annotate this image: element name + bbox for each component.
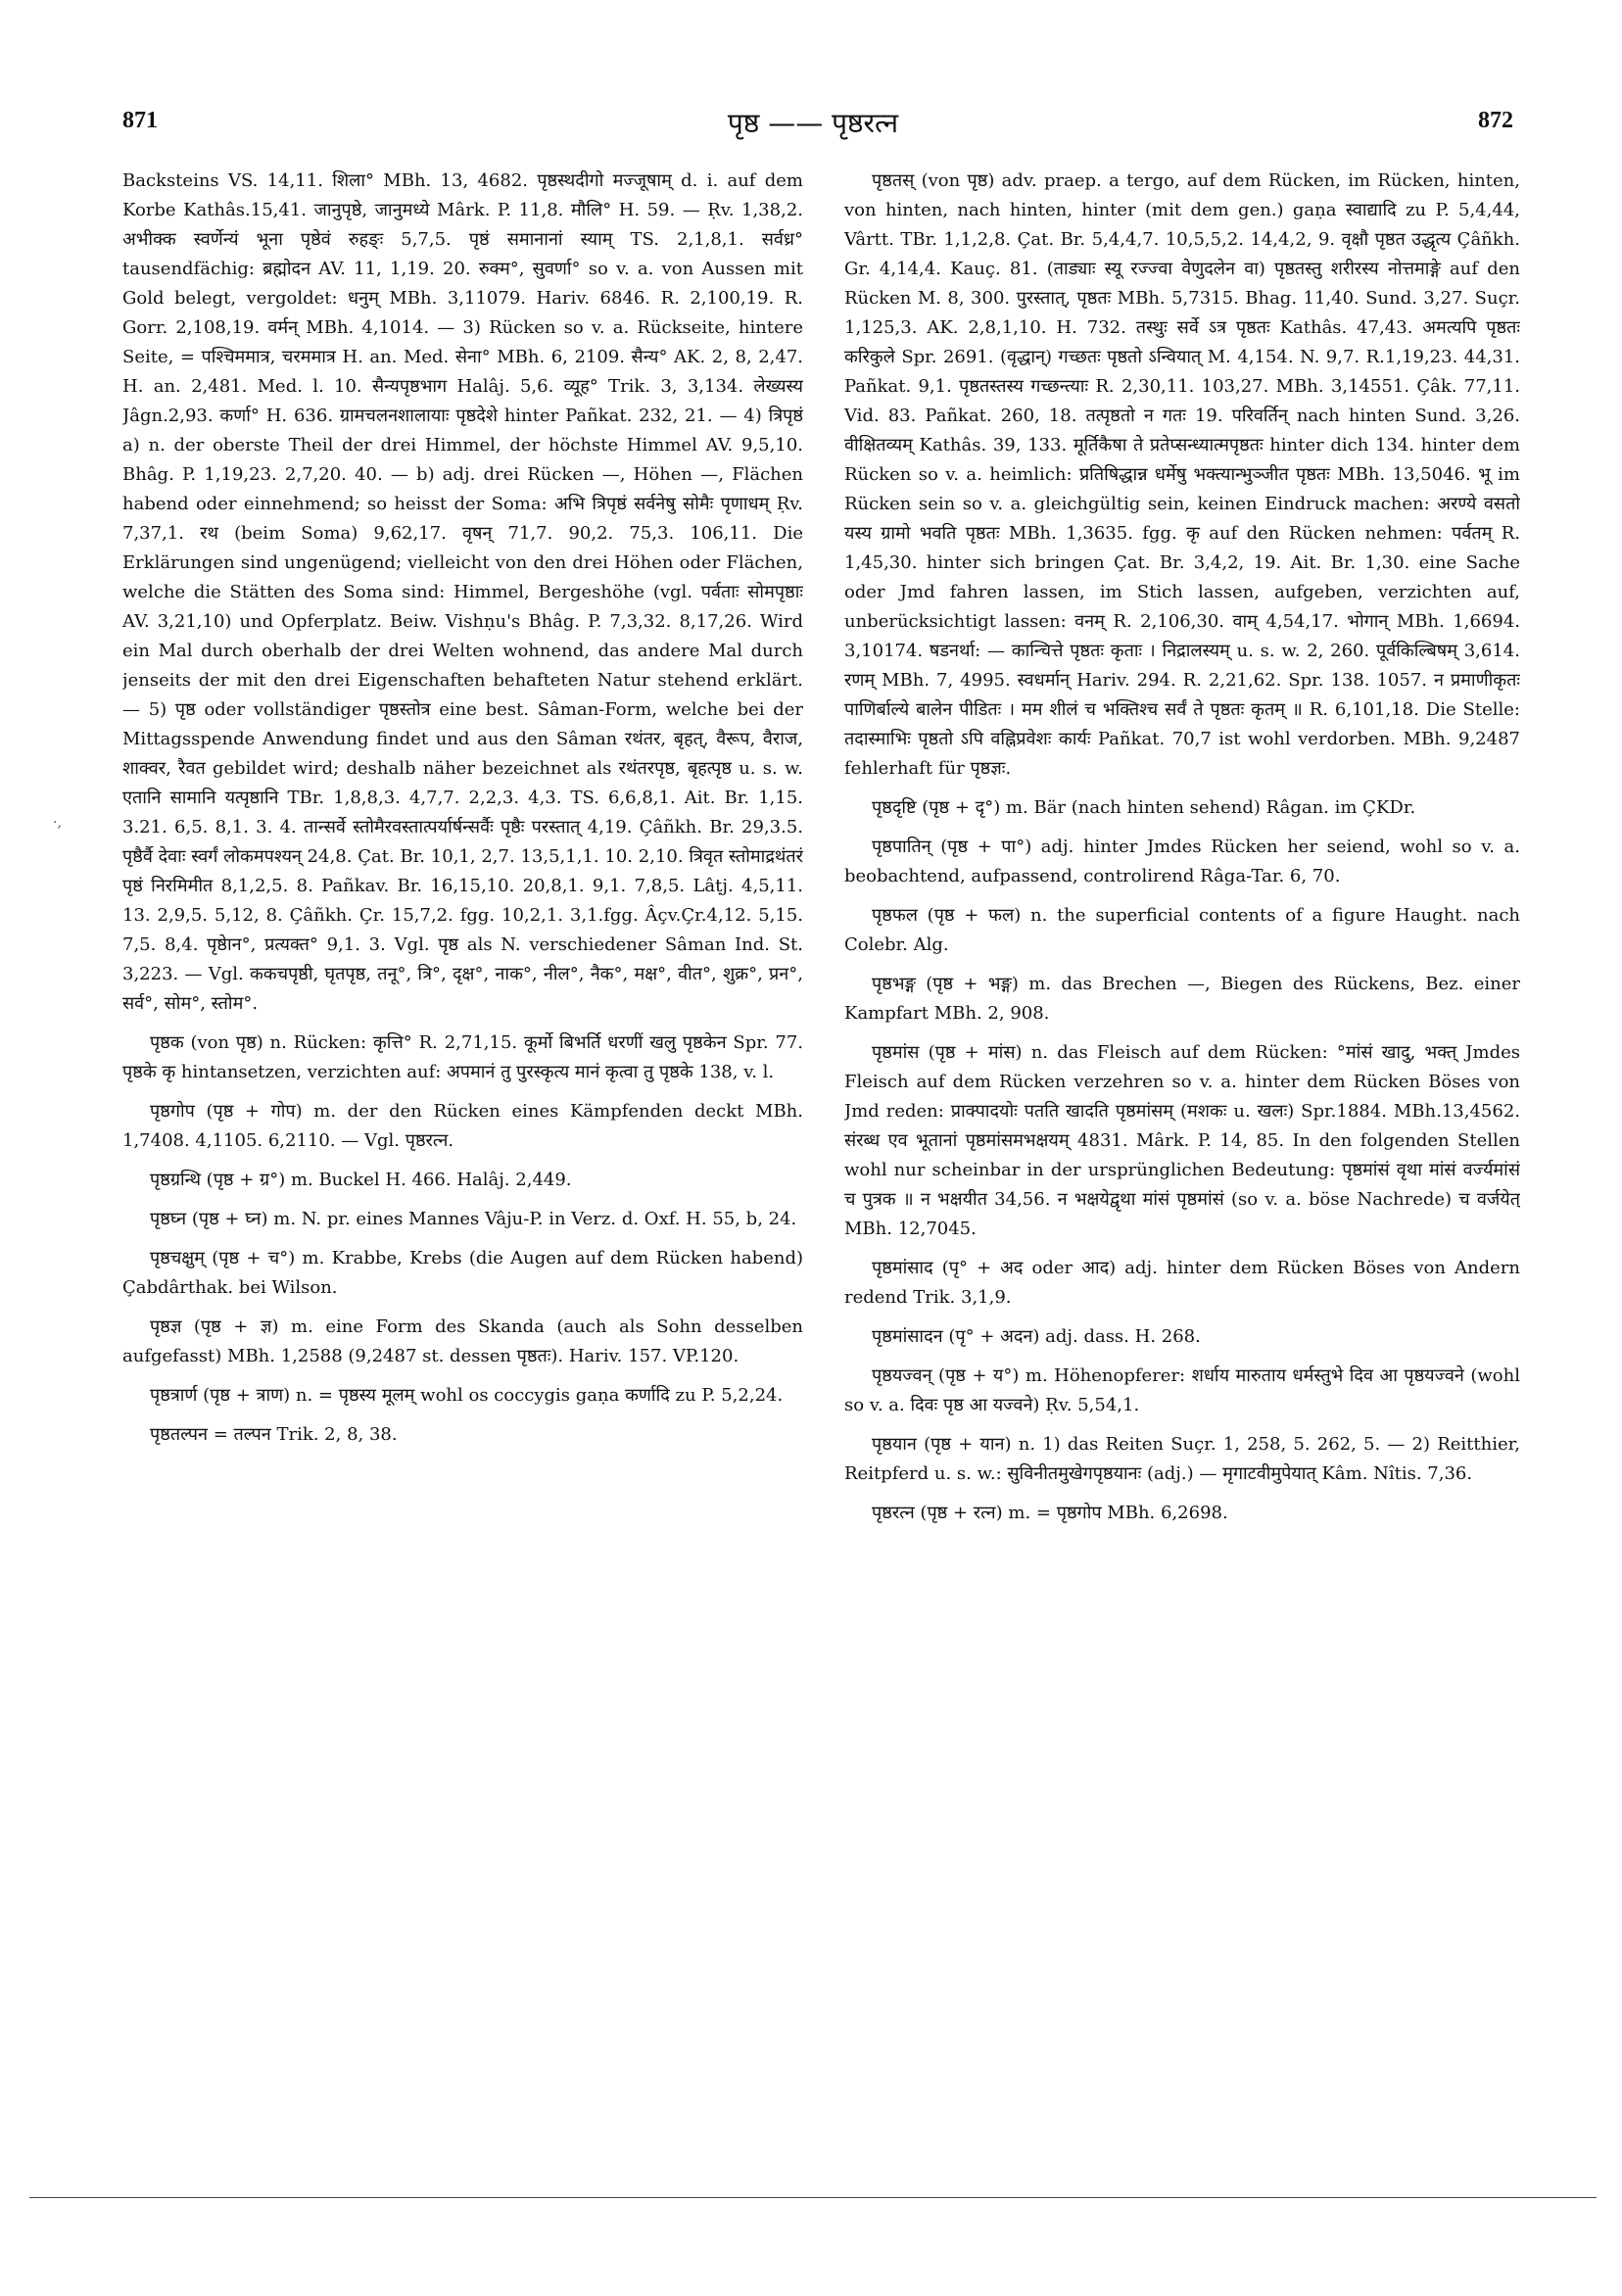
dictionary-entry: पृष्ठदृष्टि (पृष्ठ + दृ°) m. Bär (nach hinten sehend) Râgan. im ÇKDr. (872, 797, 1416, 818)
left-column-number: 871 (122, 108, 158, 133)
left-column (122, 167, 803, 2008)
dictionary-entry: पृष्ठत्रार्ण (पृष्ठ + त्राण) n. = पृष्ठस्य मूलम् wohl os coccygis gaṇa कर्णादि zu P. 5,2,24. (150, 1385, 784, 1406)
right-column (844, 167, 1520, 2008)
dictionary-entry: पृष्ठतस् (von पृष्ठ) adv. praep. a tergo, auf dem Rücken, im Rücken, hinten, von hinten, nach hinten, hinter (mit dem gen.) gaṇa स्वाद्यादि zu P. 5,4,44, Vârtt. TBr. 1,1,2,8. Çat. Br. 5,4,4,7. 10,5,5,2. 14,4,2, 9. वृक्षौ पृष्ठत उद्धृत्य Çâñkh. Gr. 4,14,4. Kauç. 81. (ताड्याः स्यू रज्ज्वा वेणुदलेन वा) पृष्ठतस्तु शरीरस्य नोत्तमाङ्गे auf den Rücken M. 8, 300. पुरस्तात्, पृष्ठतः MBh. 5,7315. Bhag. 11,40. Sund. 3,27. Suçr. 1,125,3. AK. 2,8,1,10. H. 732. तस्थुः सर्वे ऽत्र पृष्ठतः Kathâs. 47,43. अमत्यपि पृष्ठतः करिकुले Spr. 2691. (वृद्धान्) गच्छतः पृष्ठतो ऽन्वियात् M. 4,154. N. 9,7. R.1,19,23. 44,31. Pañkat. 9,1. पृष्ठतस्तस्य गच्छन्त्याः R. 2,30,11. 103,27. MBh. 3,14551. Çâk. 77,11. Vid. 83. Pañkat. 260, 18. तत्पृष्ठतो न गतः 19. परिवर्तिन् nach hinten Sund. 3,26. वीक्षितव्यम् Kathâs. 39, 133. मूर्तिकैषा ते प्रतेप्सन्ध्यात्मपृष्ठतः hinter dich 134. hinter dem Rücken so v. a. heimlich: प्रतिषिद्धान्न धर्मेषु भक्त्यान्भुञ्जीत पृष्ठतः MBh. 13,5046. भू im Rücken sein so v. a. gleichgültig sein, keinen Eindruck machen: अरण्ये वसतो यस्य ग्रामो भवति पृष्ठतः MBh. 1,3635. fgg. कृ auf den Rücken nehmen: पर्वतम् R. 1,45,30. hinter sich bringen Çat. Br. 3,4,2, 19. Ait. Br. 1,30. eine Sache oder Jmd fahren lassen, im Stich lassen, aufgeben, verzichten auf, unberücksichtigt lassen: वनम् R. 2,106,30. वाम् 4,54,17. भोगान् MBh. 1,6694. 3,10174. षडनर्था: — कान्चित्ते पृष्ठतः कृताः । निद्रालस्यम् u. s. w. 2, 260. पूर्वकिल्बिषम् 3,614. रणम् MBh. 7, 4995. स्वधर्मान् Hariv. 294. R. 2,21,62. Spr. 138. 1057. न प्रमाणीकृतः पाणिर्बाल्ये बालेन पीडितः । मम शीलं च भक्तिश्च सर्वं ते पृष्ठतः कृतम् ॥ R. 6,101,18. Die Stelle: तदास्माभिः पृष्ठतो ऽपि वह्निप्रवेशः कार्यः Pañkat. 70,7 ist wohl verdorben. MBh. 9,2487 fehlerhaft für पृष्ठज्ञः. (844, 170, 1520, 779)
dictionary-entry: पृष्ठमांसाद (पृ° + अद oder आद) adj. hinter dem Rücken Böses von Andern redend Trik. 3,1,9. (844, 1258, 1520, 1308)
dictionary-entry: पृष्ठयज्वन् (पृष्ठ + य°) m. Höhenopferer: शर्धाय मारुताय धर्मस्तुभे दिव आ पृष्ठयज्वने (wohl so v. a. दिवः पृष्ठ आ यज्वने) Ṛv. 5,54,1. (844, 1365, 1520, 1415)
dictionary-entry: पृष्ठमांस (पृष्ठ + मांस) n. das Fleisch auf dem Rücken: °मांसं खादु, भक्त् Jmdes Fleisch auf dem Rücken verzehren so v. a. hinter dem Rücken Böses von Jmd reden: प्राक्पादयोः पतति खादति पृष्ठमांसम् (मशकः u. खलः) Spr.1884. MBh.13,4562. संरब्ध एव भूतानां पृष्ठमांसमभक्षयम् 4831. Mârk. P. 14, 85. In den folgenden Stellen wohl nur scheinbar in der ursprünglichen Bedeutung: पृष्ठमांसं वृथा मांसं वर्ज्यमांसं च पुत्रक ॥ न भक्षयीत 34,56. न भक्षयेद्वृथा मांसं पृष्ठमांसं (so v. a. böse Nachrede) च वर्जयेत् MBh. 12,7045. (844, 1042, 1520, 1239)
dictionary-entry: पृष्ठयान (पृष्ठ + यान) n. 1) das Reiten Suçr. 1, 258, 5. 262, 5. — 2) Reitthier, Reitpferd u. s. w.: सुविनीतमुखेगपृष्ठयानः (adj.) — मृगाटवीमुपेयात् Kâm. Nîtis. 7,36. (844, 1434, 1520, 1484)
dictionary-entry: पृष्ठग्रन्थि (पृष्ठ + ग्र°) m. Buckel H. 466. Halâj. 2,449. (150, 1170, 572, 1190)
page-header (108, 96, 1518, 145)
dictionary-entry: पृष्ठमांसादन (पृ° + अदन) adj. dass. H. 268. (872, 1326, 1201, 1347)
dictionary-entry: पृष्ठतल्पन = तल्पन Trik. 2, 8, 38. (150, 1424, 398, 1445)
dictionary-entry: Backsteins VS. 14,11. शिला° MBh. 13, 4682. पृष्ठस्थदीगो मज्जूषाम् d. i. auf dem Korbe Kathâs.15,41. जानुपृष्ठे, जानुमध्ये Mârk. P. 11,8. मौलि° H. 59. — Ṛv. 1,38,2. अभीक्क स्वर्णेन्यं भूना पृष्ठेवं रुहङ्ः 5,7,5. पृष्ठं समानानां स्याम् TS. 2,1,8,1. सर्वध्र° tausendfächig: ब्रह्मोदन AV. 11, 1,19. 20. रुक्म°, सुवर्णा° so v. a. von Aussen mit Gold belegt, vergoldet: धनुम् MBh. 3,11079. Hariv. 6846. R. 2,100,19. R. Gorr. 2,108,19. वर्मन् MBh. 4,1014. — 3) Rücken so v. a. Rückseite, hintere Seite, = पश्चिममात्र, चरममात्र H. an. Med. सेना° MBh. 6, 2109. सैन्य° AK. 2, 8, 2,47. H. an. 2,481. Med. l. 10. सैन्यपृष्ठभाग Halâj. 5,6. व्यूह° Trik. 3, 3,134. लेख्यस्य Jâgn.2,93. कर्णा° H. 636. ग्रामचलनशालायाः पृष्ठदेशे hinter Pañkat. 232, 21. — 4) त्रिपृष्ठं a) n. der oberste Theil der drei Himmel, der höchste Himmel AV. 9,5,10. Bhâg. P. 1,19,23. 2,7,20. 40. — b) adj. drei Rücken —, Höhen —, Flächen habend oder einnehmend; so heisst der Soma: अभि त्रिपृष्ठं सर्वनेषु सोमैः पृणाधम् Ṛv. 7,37,1. रथ (beim Soma) 9,62,17. वृषन् 71,7. 90,2. 75,3. 106,11. Die Erklärungen sind ungenügend; vielleicht von den drei Höhen oder Flächen, welche die Stätten des Soma sind: Himmel, Bergeshöhe (vgl. पर्वताः सोमपृष्ठाः AV. 3,21,10) und Opferplatz. Beiw. Vishṇu's Bhâg. P. 7,3,32. 8,17,26. Wird ein Mal durch oberhalb der drei Welten wohnend, das andere Mal durch jenseits der mit den drei Eigenschaften behafteten Natur stehend erklärt. — 5) पृष्ठ oder vollständiger पृष्ठस्तोत्र eine best. Sâman-Form, welche bei der Mittagsspende Anwendung findet und aus den Sâman रथंतर, बृहत्, वैरूप, वैराज, शाक्वर, रैवत gebildet wird; deshalb näher bezeichnet als रथंतरपृष्ठ, बृहत्पृष्ठ u. s. w. एतानि सामानि यत्पृष्ठानि TBr. 1,8,8,3. 4,7,7. 2,2,3. 4,3. TS. 6,6,8,1. Ait. Br. 1,15. 3.21. 6,5. 8,1. 3. 4. तान्सर्वे स्तोमैरवस्तात्पर्यार्षन्सर्वैः पृष्ठैः परस्तात् 4,19. Çâñkh. Br. 29,3.5. पृष्ठैर्वै देवाः स्वर्गं लोकमपश्यन् 24,8. Çat. Br. 10,1, 2,7. 13,5,1,1. 10. 2,10. त्रिवृत स्तोमाद्रथंतरं पृष्ठं निरमिमीत 8,1,2,5. 8. Pañkav. Br. 16,15,10. 20,8,1. 9,1. 7,8,5. Lâṭj. 4,5,11. 13. 2,9,5. 5,12, 8. Çâñkh. Çr. 15,7,2. fgg. 10,2,1. 3,1.fgg. Âçv.Çr.4,12. 5,15. 7,5. 8,4. पृष्ठेान°, प्रत्यक्त° 9,1. 3. Vgl. पृष्ठ als N. verschiedener Sâman Ind. St. 3,223. — Vgl. ककचपृष्ठी, घृतपृष्ठ, तनू°, त्रि°, दृक्ष°, नाक°, नील°, नैक°, मक्ष°, वीत°, शुक्र°, प्रन°, सर्व°, सोम°, स्तोम°. (122, 170, 803, 1014)
right-column-number: 872 (1478, 108, 1513, 133)
dictionary-entry: पृष्ठघ्न (पृष्ठ + घ्न) m. N. pr. eines Mannes Vâju-P. in Verz. d. Oxf. H. 55, b, 24. (150, 1209, 797, 1229)
dictionary-entry: पृष्ठभङ्ग (पृष्ठ + भङ्ग) m. das Brechen —, Biegen des Rückens, Bez. einer Kampfart MBh. 2, 908. (844, 974, 1520, 1024)
dictionary-entry: पृष्ठक (von पृष्ठ) n. Rücken: कृत्ति° R. 2,71,15. कूर्मो बिभर्ति धरणीं खलु पृष्ठकेन Spr. 77. पृष्ठके कृ hintansetzen, verzichten auf: अपमानं तु पुरस्कृत्य मानं कृत्वा तु पृष्ठके 138, v. l. (122, 1032, 803, 1082)
dictionary-entry: पृष्ठरत्न (पृष्ठ + रत्न) m. = पृष्ठगोप MBh. 6,2698. (872, 1503, 1228, 1523)
dictionary-entry: पृष्ठपातिन् (पृष्ठ + पा°) adj. hinter Jmdes Rücken her seiend, wohl so v. a. beobachtend, aufpassend, controlirend Râga-Tar. 6, 70. (844, 837, 1520, 886)
running-head: पृष्ठ —— पृष्ठरत्न (727, 107, 899, 139)
margin-mark: ·, (53, 815, 62, 831)
footer-rule (29, 2197, 1597, 2198)
dictionary-entry: पृष्ठफल (पृष्ठ + फल) n. the superficial contents of a figure Haught. nach Colebr. Alg. (844, 905, 1520, 955)
dictionary-entry: पृष्ठगोप (पृष्ठ + गोप) m. der den Rücken eines Kämpfenden deckt MBh. 1,7408. 4,1105. 6,2110. — Vgl. पृष्ठरत्न. (122, 1101, 803, 1151)
dictionary-entry: पृष्ठचक्षुम् (पृष्ठ + च°) m. Krabbe, Krebs (die Augen auf dem Rücken habend) Çabdârthak. bei Wilson. (122, 1248, 803, 1298)
dictionary-entry: पृष्ठज्ञ (पृष्ठ + ज्ञ) m. eine Form des Skanda (auch als Sohn desselben aufgefasst) MBh. 1,2588 (9,2487 st. dessen पृष्ठतः). Hariv. 157. VP.120. (122, 1316, 803, 1366)
